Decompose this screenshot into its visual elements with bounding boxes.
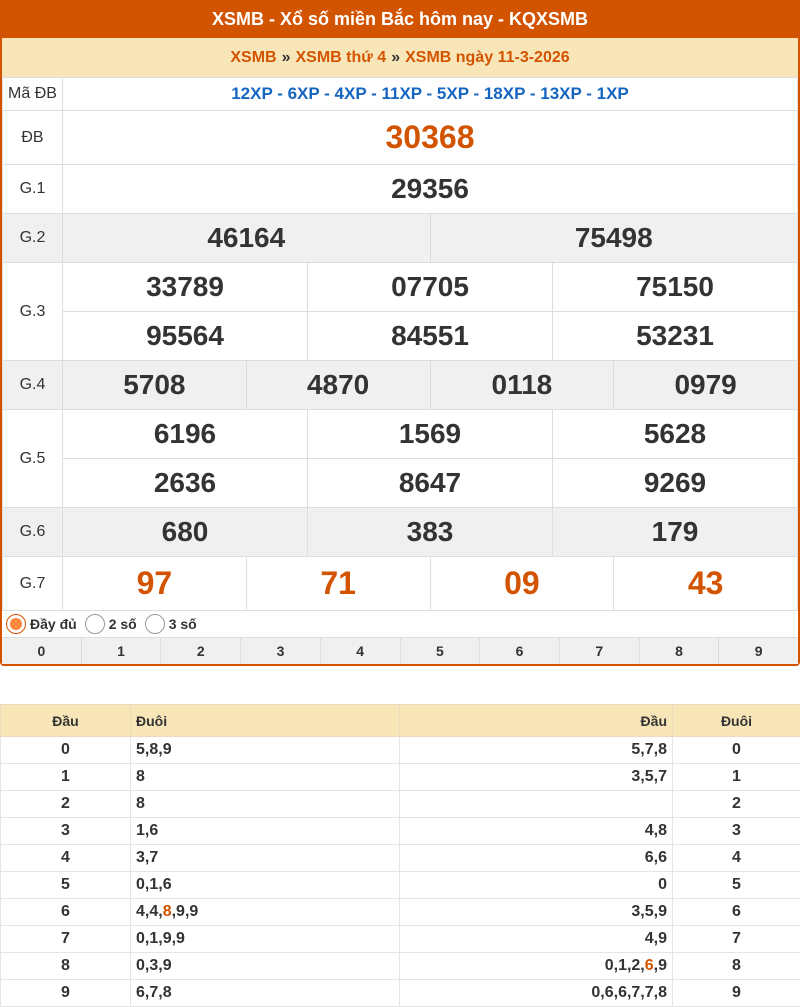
digit-filter-0[interactable]: 0 [2, 638, 81, 664]
duoi-cell: 5 [673, 872, 800, 899]
digit-filter-5[interactable]: 5 [400, 638, 480, 664]
option-three-digits[interactable] [145, 614, 197, 634]
dau-cell: 5,7,8 [400, 737, 673, 764]
option-full-label: Đầy đủ [30, 616, 77, 632]
table-row [1, 980, 800, 1007]
duoi-cell: 6,7,8 [131, 980, 400, 1007]
breadcrumb-sep: » [282, 49, 291, 67]
digit-filter-4[interactable]: 4 [320, 638, 400, 664]
digit-filter-8[interactable]: 8 [639, 638, 719, 664]
dau-cell: 1 [1, 764, 131, 791]
dau-cell: 4,9 [400, 926, 673, 953]
prize-5: 8647 [307, 459, 552, 507]
dau-cell [400, 791, 673, 818]
digit-filter-7[interactable]: 7 [559, 638, 639, 664]
duoi-cell: 6 [673, 899, 800, 926]
prize-2: 46164 [63, 214, 430, 262]
g4-label: G.4 [3, 361, 63, 410]
breadcrumb-date[interactable]: XSMB ngày 11-3-2026 [405, 49, 570, 67]
prize-7: 43 [613, 557, 797, 610]
dau-cell: 0 [400, 872, 673, 899]
table-row [1, 872, 800, 899]
prize-3: 33789 [63, 263, 307, 311]
duoi-cell: 0,1,9,9 [131, 926, 400, 953]
duoi-cell: 2 [673, 791, 800, 818]
prize-6: 383 [307, 508, 552, 556]
duoi-cell [131, 899, 400, 926]
prize-4: 4870 [246, 361, 430, 409]
duoi-cell: 8 [131, 791, 400, 818]
g6-label: G.6 [3, 508, 63, 557]
table-row [1, 791, 800, 818]
dau-cell: 8 [1, 953, 131, 980]
madb-label: Mã ĐB [3, 78, 63, 111]
g5-label: G.5 [3, 410, 63, 508]
dau-cell: 9 [1, 980, 131, 1007]
prize-4: 5708 [63, 361, 246, 409]
duoi-cell: 3 [673, 818, 800, 845]
duoi-cell: 5,8,9 [131, 737, 400, 764]
dau-cell: 4 [1, 845, 131, 872]
prize-3: 75150 [552, 263, 797, 311]
dau-cell [400, 953, 673, 980]
prize-1: 29356 [63, 165, 798, 214]
table-row [1, 899, 800, 926]
prize-3: 07705 [307, 263, 552, 311]
dau-part: ,9 [654, 957, 667, 974]
prize-3: 95564 [63, 312, 307, 360]
table-row [1, 818, 800, 845]
g3-label: G.3 [3, 263, 63, 361]
g7-label: G.7 [3, 557, 63, 611]
digit-filter-3[interactable]: 3 [240, 638, 320, 664]
prize-5: 9269 [552, 459, 797, 507]
duoi-part: ,9,9 [172, 903, 199, 920]
dau-cell: 4,8 [400, 818, 673, 845]
option-three-label: 3 số [169, 616, 197, 632]
prize-5: 6196 [63, 410, 307, 458]
special-prize: 30368 [63, 111, 798, 165]
prize-3: 84551 [307, 312, 552, 360]
dau-cell: 5 [1, 872, 131, 899]
digit-filter-1[interactable]: 1 [81, 638, 161, 664]
digit-filter-6[interactable]: 6 [479, 638, 559, 664]
radio-two-digits[interactable] [85, 614, 105, 634]
duoi-cell: 1 [673, 764, 800, 791]
prize-7: 97 [63, 557, 246, 610]
dau-cell: 6 [1, 899, 131, 926]
madb-value: 12XP - 6XP - 4XP - 11XP - 5XP - 18XP - 13XP - 1XP [63, 78, 798, 111]
dau-cell: 3,5,9 [400, 899, 673, 926]
prize-3: 53231 [552, 312, 797, 360]
duoi-cell: 8 [673, 953, 800, 980]
dau-cell: 0 [1, 737, 131, 764]
dau-cell: 7 [1, 926, 131, 953]
table-row [1, 953, 800, 980]
display-options [2, 610, 798, 637]
loto-table [0, 704, 800, 1007]
dau-highlight: 6 [645, 957, 654, 974]
duoi-cell: 3,7 [131, 845, 400, 872]
duoi-cell: 9 [673, 980, 800, 1007]
g1-label: G.1 [3, 165, 63, 214]
results-table [2, 77, 798, 611]
duoi-cell: 7 [673, 926, 800, 953]
duoi-cell: 0 [673, 737, 800, 764]
dau-cell: 6,6 [400, 845, 673, 872]
header-duoi: Đuôi [673, 705, 800, 737]
prize-5: 1569 [307, 410, 552, 458]
breadcrumb-xsmb[interactable]: XSMB [230, 49, 276, 67]
prize-4: 0979 [613, 361, 797, 409]
duoi-cell: 8 [131, 764, 400, 791]
prize-4: 0118 [430, 361, 614, 409]
digit-filter [2, 637, 798, 664]
option-full[interactable] [6, 614, 77, 634]
prize-2: 75498 [430, 214, 798, 262]
dau-cell: 3 [1, 818, 131, 845]
breadcrumb-sep: » [391, 49, 400, 67]
g2-label: G.2 [3, 214, 63, 263]
option-two-label: 2 số [109, 616, 137, 632]
table-row [1, 737, 800, 764]
prize-5: 5628 [552, 410, 797, 458]
radio-full[interactable] [6, 614, 26, 634]
duoi-cell: 0,3,9 [131, 953, 400, 980]
prize-7: 71 [246, 557, 430, 610]
table-row [1, 926, 800, 953]
dau-cell: 0,6,6,7,7,8 [400, 980, 673, 1007]
page-title: XSMB - Xổ số miền Bắc hôm nay - KQXSMB [0, 0, 800, 38]
breadcrumb [2, 38, 798, 77]
header-dau: Đầu [400, 705, 673, 737]
dau-cell: 3,5,7 [400, 764, 673, 791]
prize-7: 09 [430, 557, 614, 610]
breadcrumb-weekday[interactable]: XSMB thứ 4 [296, 49, 387, 67]
duoi-highlight: 8 [163, 903, 172, 920]
duoi-part: 4,4, [136, 903, 163, 920]
duoi-cell: 1,6 [131, 818, 400, 845]
header-dau: Đầu [1, 705, 131, 737]
digit-filter-2[interactable]: 2 [160, 638, 240, 664]
table-row [1, 764, 800, 791]
option-two-digits[interactable] [85, 614, 137, 634]
prize-6: 179 [552, 508, 797, 556]
prize-5: 2636 [63, 459, 307, 507]
prize-6: 680 [63, 508, 307, 556]
dau-part: 0,1,2, [605, 957, 645, 974]
duoi-cell: 0,1,6 [131, 872, 400, 899]
dau-cell: 2 [1, 791, 131, 818]
db-label: ĐB [3, 111, 63, 165]
table-row [1, 845, 800, 872]
header-duoi: Đuôi [131, 705, 400, 737]
radio-three-digits[interactable] [145, 614, 165, 634]
duoi-cell: 4 [673, 845, 800, 872]
digit-filter-9[interactable]: 9 [718, 638, 798, 664]
